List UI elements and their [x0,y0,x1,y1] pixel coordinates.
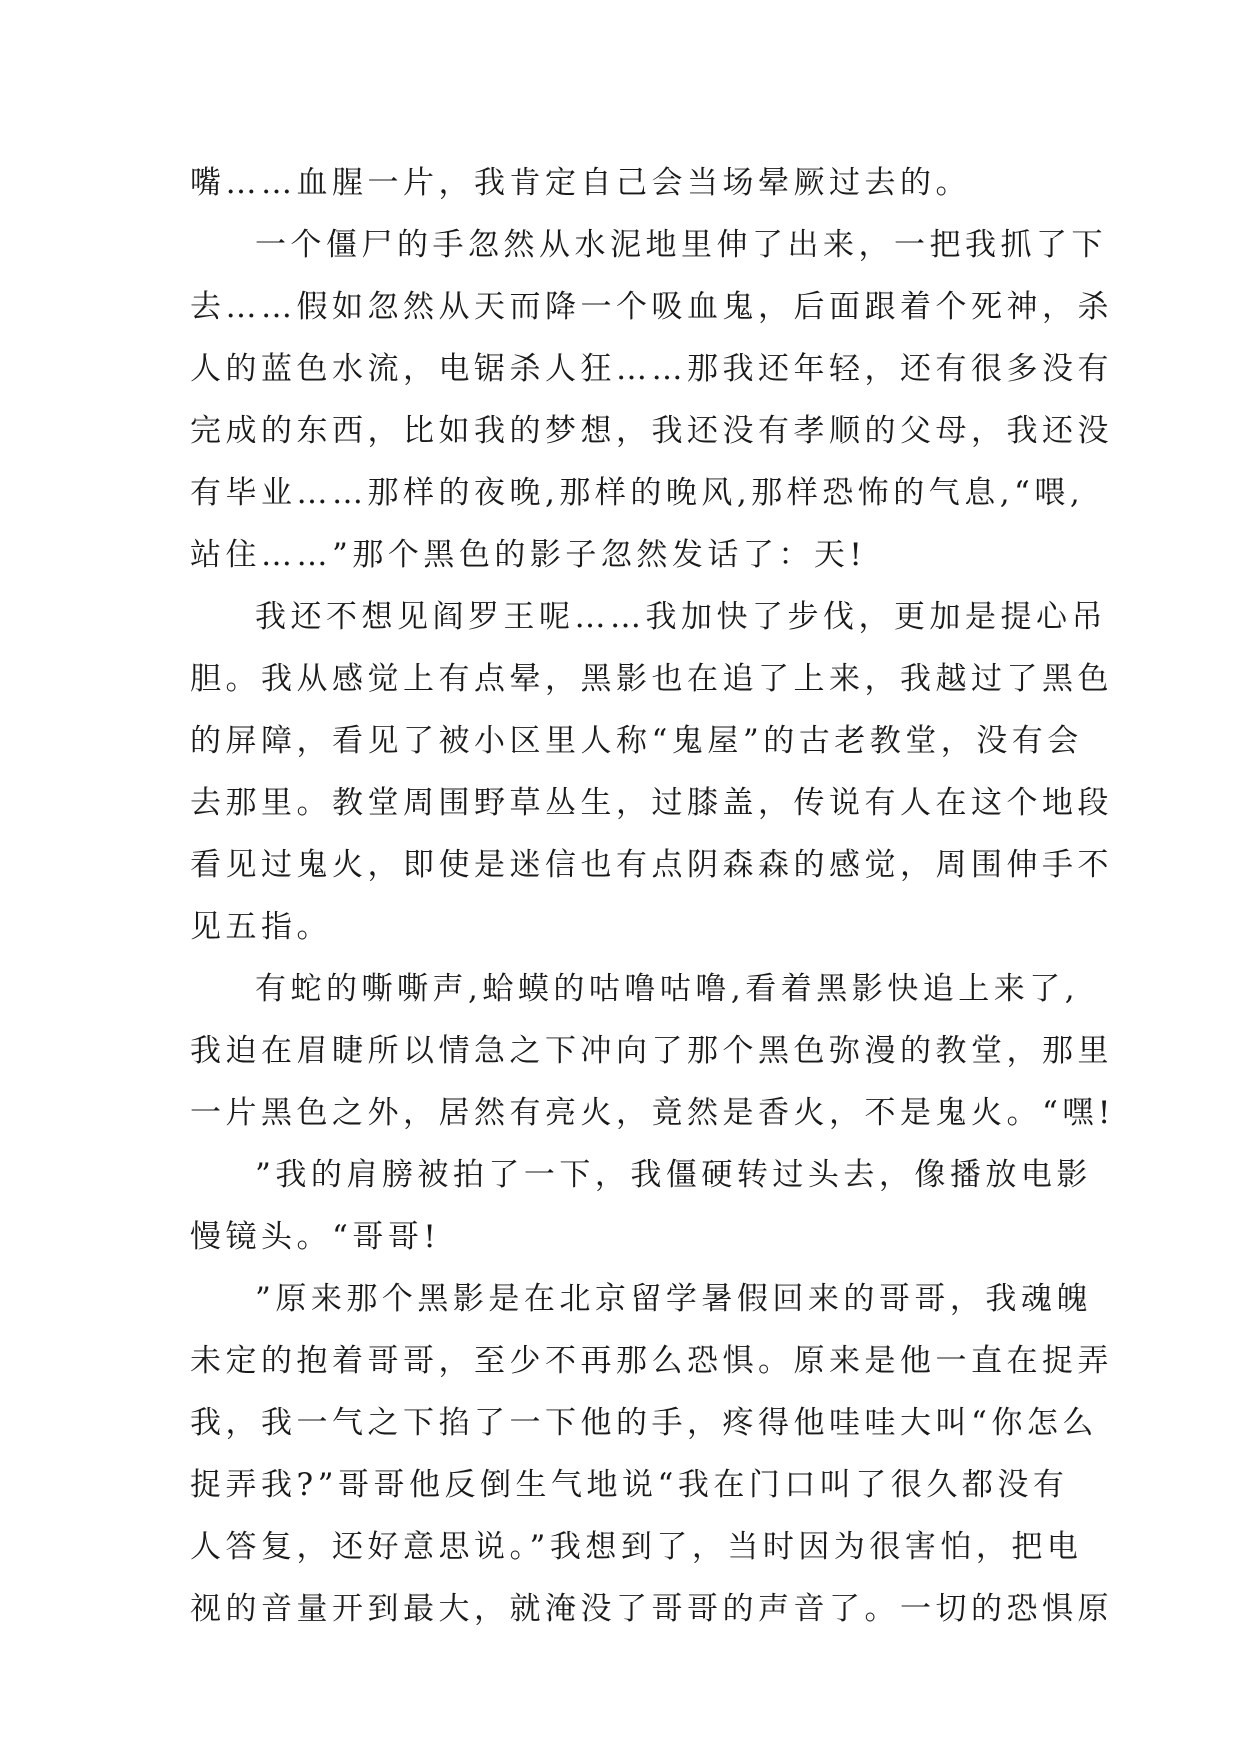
text-line: 去那里。教堂周围野草丛生，过膝盖，传说有人在这个地段 [190,785,1113,821]
text-line: ”原来那个黑影是在北京留学暑假回来的哥哥，我魂魄 [255,1281,1092,1317]
text-line: 我，我一气之下掐了一下他的手，疼得他哇哇大叫“你怎么 [190,1405,1098,1441]
text-line: 人的蓝色水流，电锯杀人狂……那我还年轻，还有很多没有 [190,351,1113,387]
text-line: 未定的抱着哥哥，至少不再那么恐惧。原来是他一直在捉弄 [190,1343,1113,1379]
text-line: 完成的东西，比如我的梦想，我还没有孝顺的父母，我还没 [190,413,1113,449]
text-line: 视的音量开到最大，就淹没了哥哥的声音了。一切的恐惧原 [190,1591,1113,1627]
text-line: 我迫在眉睫所以情急之下冲向了那个黑色弥漫的教堂，那里 [190,1033,1113,1069]
text-line: 去……假如忽然从天而降一个吸血鬼，后面跟着个死神，杀 [190,289,1113,325]
text-line: 看见过鬼火，即使是迷信也有点阴森森的感觉，周围伸手不 [190,847,1113,883]
text-line: ”我的肩膀被拍了一下，我僵硬转过头去，像播放电影 [255,1157,1092,1193]
text-line: 站住……”那个黑色的影子忽然发话了：天! [190,537,867,573]
text-line: 一片黑色之外，居然有亮火，竟然是香火，不是鬼火。“嘿! [190,1095,1115,1131]
text-line: 慢镜头。“哥哥! [190,1219,441,1255]
text-line: 有蛇的嘶嘶声,蛤蟆的咕噜咕噜,看着黑影快追上来了, [255,971,1080,1007]
text-line: 捉弄我?”哥哥他反倒生气地说“我在门口叫了很久都没有 [190,1467,1069,1503]
text-line: 有毕业……那样的夜晚,那样的晚风,那样恐怖的气息,“喂, [190,475,1085,511]
text-line: 的屏障，看见了被小区里人称“鬼屋”的古老教堂，没有会 [190,723,1083,759]
text-line: 一个僵尸的手忽然从水泥地里伸了出来，一把我抓了下 [255,227,1107,263]
body-text [190,152,1115,1640]
text-line: 嘴……血腥一片，我肯定自己会当场晕厥过去的。 [190,165,971,201]
text-line: 见五指。 [190,909,332,945]
text-line: 人答复，还好意思说。”我想到了，当时因为很害怕，把电 [190,1529,1083,1565]
text-line: 胆。我从感觉上有点晕，黑影也在追了上来，我越过了黑色 [190,661,1113,697]
text-line: 我还不想见阎罗王呢……我加快了步伐，更加是提心吊 [255,599,1107,635]
